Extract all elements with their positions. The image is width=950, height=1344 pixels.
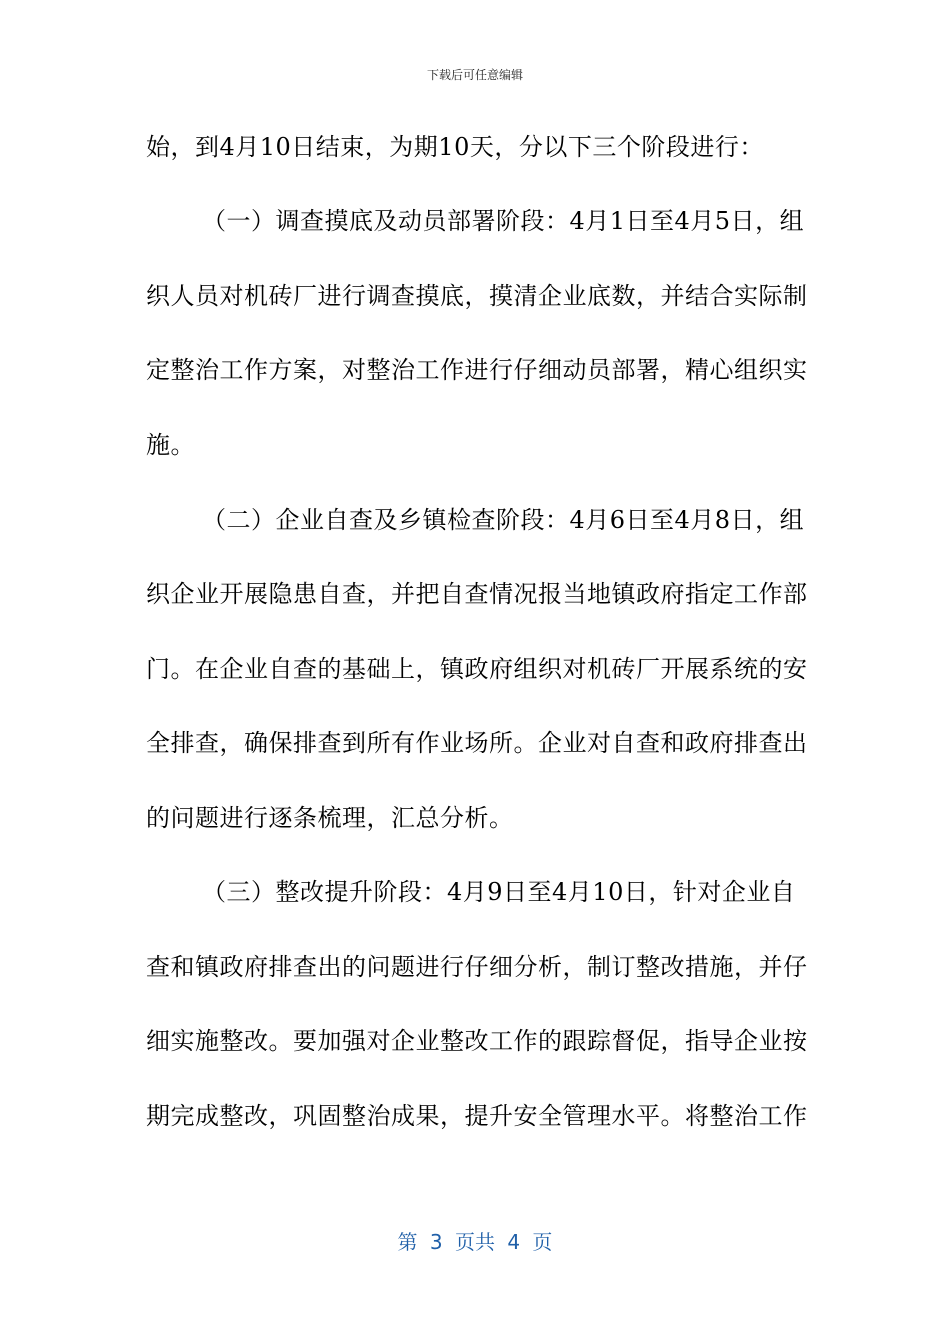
page-footer: 第 3 页共 4 页 bbox=[397, 1230, 553, 1254]
body-line: 织人员对机砖厂进行调查摸底，摸清企业底数，并结合实际制 bbox=[146, 282, 808, 310]
body-line: 门。在企业自查的基础上，镇政府组织对机砖厂开展系统的安 bbox=[146, 655, 808, 683]
body-line: 细实施整改。要加强对企业整改工作的跟踪督促，指导企业按 bbox=[146, 1027, 808, 1055]
body-line: 查和镇政府排查出的问题进行仔细分析，制订整改措施，并仔 bbox=[146, 953, 808, 981]
body-line: 的问题进行逐条梳理，汇总分析。 bbox=[146, 804, 514, 832]
body-line: 定整治工作方案，对整治工作进行仔细动员部署，精心组织实 bbox=[146, 356, 808, 384]
body-line: 施。 bbox=[146, 431, 195, 459]
body-line: 始，到4月10日结束，为期10天，分以下三个阶段进行： bbox=[146, 133, 764, 161]
body-line: 期完成整改，巩固整治成果，提升安全管理水平。将整治工作 bbox=[146, 1102, 808, 1130]
body-line: （二）企业自查及乡镇检查阶段：4月6日至4月8日，组 bbox=[202, 506, 805, 534]
body-line: 全排查，确保排查到所有作业场所。企业对自查和政府排查出 bbox=[146, 729, 808, 757]
body-line: （三）整改提升阶段：4月9日至4月10日，针对企业自 bbox=[202, 878, 796, 906]
page-header: 下载后可任意编辑 bbox=[426, 68, 523, 82]
body-line: （一）调查摸底及动员部署阶段：4月1日至4月5日，组 bbox=[202, 207, 805, 235]
body-line: 织企业开展隐患自查，并把自查情况报当地镇政府指定工作部 bbox=[146, 580, 808, 608]
